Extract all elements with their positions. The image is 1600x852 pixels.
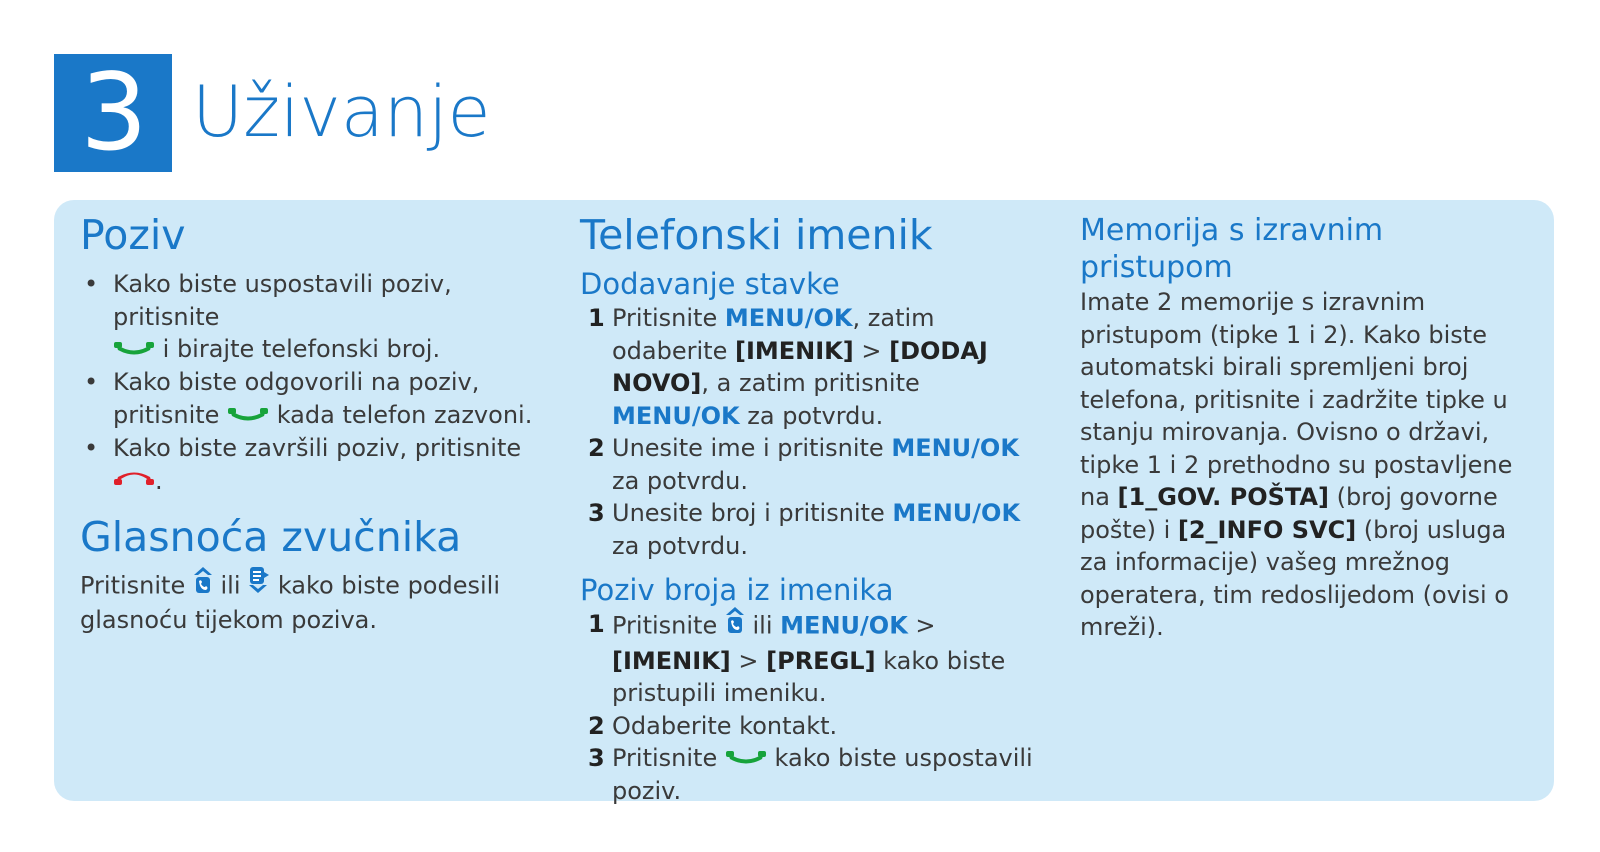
poziv-broja-steps (580, 608, 1050, 808)
list-item (580, 302, 1050, 432)
step-text: ili (752, 611, 773, 640)
chapter-number: 3 (54, 54, 172, 172)
bullet-text: . (155, 466, 163, 495)
list-item (80, 432, 550, 498)
step-text: Pritisnite (612, 744, 718, 772)
step-number: 3 (588, 744, 605, 772)
section-heading-poziv: Poziv (80, 211, 186, 259)
menu-path: [PREGL] (766, 646, 876, 675)
step-text: , a zatim pritisnite (701, 369, 920, 397)
menu-path: [2_INFO SVC] (1177, 515, 1357, 544)
step-text: , zatim odaberite (612, 304, 935, 365)
bullet-text: Kako biste odgovorili na poziv, pritisnite (113, 368, 480, 429)
step-number: 2 (588, 711, 605, 740)
step-text: Unesite broj i pritisnite (612, 499, 885, 527)
glasnoca-text-part: kako biste podesili glasnoću tijekom poziva. (80, 571, 500, 635)
section-heading-glasnoca: Glasnoća zvučnika (80, 512, 462, 561)
call-icon (113, 332, 155, 365)
list-item (580, 742, 1050, 808)
keyword: MENU/OK (891, 434, 1019, 462)
call-icon (227, 398, 269, 431)
subheading-dodavanje: Dodavanje stavke (580, 267, 840, 301)
step-number: 1 (588, 304, 605, 332)
end-call-icon (113, 463, 155, 496)
keyword: MENU/OK (724, 304, 853, 332)
step-number: 1 (588, 610, 605, 638)
memorija-text (1080, 286, 1540, 644)
glasnoca-text-part: Pritisnite (80, 571, 186, 599)
step-text: kako biste pristupili imeniku. (612, 646, 1006, 707)
column-poziv (80, 200, 550, 637)
menu-path: [DODAJ NOVO] (612, 336, 988, 397)
step-text: kako biste uspostavili poziv. (612, 744, 1033, 806)
bullet-text: Kako biste završili poziv, pritisnite (113, 434, 522, 462)
volume-up-icon (193, 566, 213, 603)
bullet-text: Kako biste uspostavili poziv, pritisnite (113, 270, 452, 331)
step-number: 2 (588, 434, 605, 462)
step-text: Pritisnite (612, 611, 718, 640)
step-text: Odaberite kontakt. (612, 711, 838, 740)
memorija-paragraph: (broj usluga za informacije) vašeg mrežnog operatera, tim redoslijedom (ovisi o mreži). (1080, 515, 1509, 641)
menu-path: [IMENIK] (734, 336, 854, 365)
section-heading-memorija: Memorija s izravnim pristupom (1080, 213, 1384, 285)
volume-down-icon (248, 566, 270, 603)
memorija-paragraph: Imate 2 memorije s izravnim pristupom (tipke 1 i 2). Kako biste automatski birali spremljeni broj telefona, pritisnite i zadržite tipke u stanju mirovanja. Ovisno o državi, tipke 1 i 2 prethodno su postavljene na (1080, 288, 1513, 511)
list-item (580, 432, 1050, 497)
step-number: 3 (588, 499, 605, 527)
keyword: MENU/OK (612, 401, 740, 430)
step-text: za potvrdu. (612, 466, 748, 495)
keyword: MENU/OK (780, 611, 908, 640)
bullet-text: i birajte telefonski broj. (162, 335, 441, 363)
list-item (580, 497, 1050, 562)
list-item (80, 366, 550, 432)
step-text: > (853, 336, 890, 365)
step-text: > (730, 646, 767, 675)
step-text: za potvrdu. (612, 531, 748, 560)
list-item (580, 710, 1050, 743)
phonebook-icon (725, 606, 745, 643)
memorija-paragraph: (broj govorne pošte) i (1080, 483, 1498, 544)
step-text: za potvrdu. (739, 401, 884, 430)
dodavanje-steps (580, 302, 1050, 562)
menu-path: [IMENIK] (612, 646, 731, 675)
call-icon (725, 741, 767, 774)
keyword: MENU/OK (892, 499, 1021, 527)
menu-path: [1_GOV. POŠTA] (1117, 483, 1329, 511)
bullet-text: kada telefon zazvoni. (276, 400, 533, 429)
step-text: Pritisnite (612, 304, 718, 332)
chapter-title: Uživanje (192, 71, 491, 153)
column-memorija (1080, 200, 1540, 644)
subheading-poziv-broja: Poziv broja iz imenika (580, 573, 894, 607)
column-imenik (580, 200, 1050, 808)
list-item (80, 268, 550, 366)
section-heading-imenik: Telefonski imenik (580, 211, 933, 259)
poziv-list (80, 268, 550, 498)
glasnoca-text (80, 568, 550, 637)
glasnoca-text-part: ili (220, 571, 241, 599)
step-text: Unesite ime i pritisnite (612, 434, 884, 462)
list-item (580, 608, 1050, 710)
step-text: > (907, 611, 936, 640)
content-panel (54, 200, 1554, 806)
